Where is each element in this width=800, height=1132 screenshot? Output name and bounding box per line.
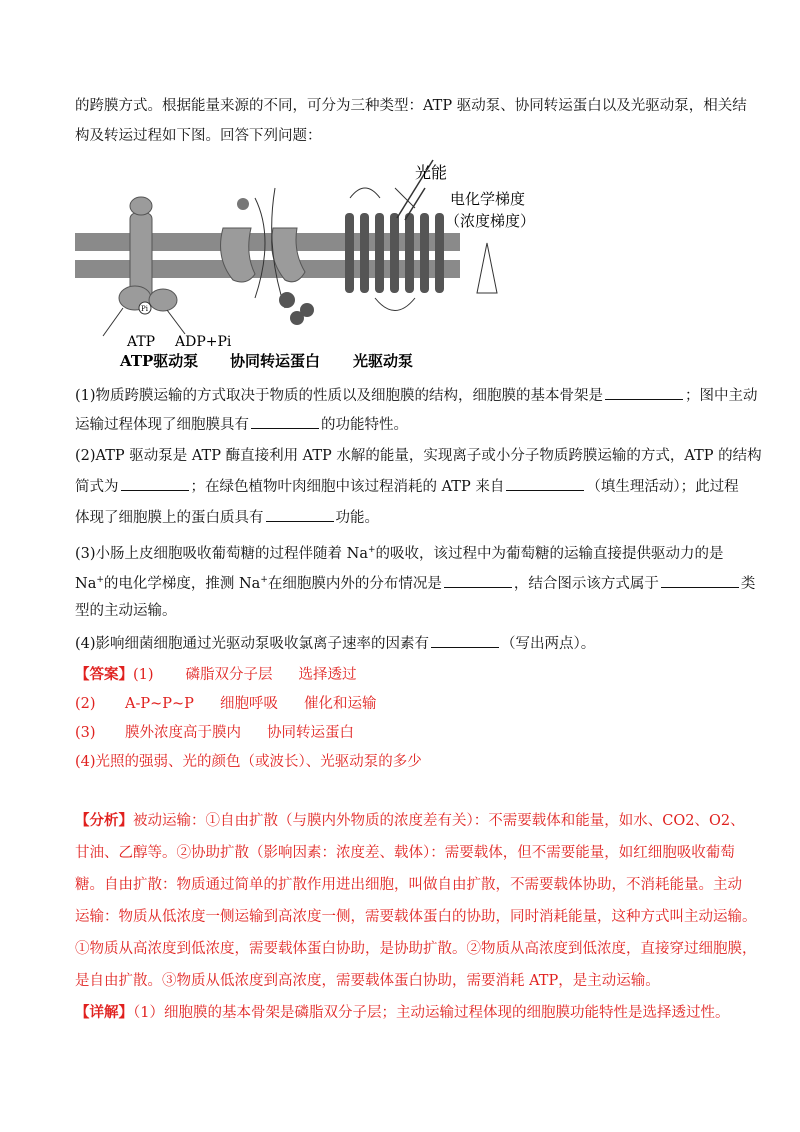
adp-label: ADP+Pi bbox=[175, 334, 232, 350]
question-4-line: (4)影响细菌细胞通过光驱动泵吸收氯离子速率的因素有 （写出两点）。 bbox=[75, 633, 595, 654]
question-2-line-1: (2)ATP 驱动泵是 ATP 酶直接利用 ATP 水解的能量，实现离子或小分子物质跨膜运输的方式，ATP 的结构 bbox=[75, 448, 762, 464]
answer-blank-6[interactable] bbox=[444, 573, 512, 588]
answer-row-3: (3) 膜外浓度高于膜内 协同转运蛋白 bbox=[75, 725, 354, 741]
question-3-line-1: (3)小肠上皮细胞吸收葡萄糖的过程伴随着 Na+的吸收，该过程中为葡萄糖的运输直接提供驱动力的是 bbox=[75, 545, 724, 562]
analysis-label: 【分析】 bbox=[75, 812, 133, 829]
gradient-label-2: （浓度梯度） bbox=[445, 212, 535, 230]
answer-blank-3[interactable] bbox=[121, 476, 189, 491]
question-1-line-1: (1)物质跨膜运输的方式取决于物质的性质以及细胞膜的结构，细胞膜的基本骨架是 ；图中主动 bbox=[75, 385, 758, 406]
analysis-line-2: 甘油、乙醇等。②协助扩散（影响因素：浓度差、载体）：需要载体，但不需要能量，如红细胞吸收葡萄 bbox=[75, 845, 735, 861]
answer-label: 【答案】 bbox=[75, 666, 133, 683]
answer-row-1: 【答案】(1) 磷脂双分子层 选择透过 bbox=[75, 666, 357, 683]
light-label: 光能 bbox=[415, 163, 448, 182]
atp-label: ATP bbox=[127, 334, 156, 350]
question-3-line-2: Na+的电化学梯度，推测 Na+在细胞膜内外的分布情况是 ，结合图示该方式属于 类 bbox=[75, 570, 755, 594]
answer-blank-8[interactable] bbox=[431, 633, 499, 648]
intro-line-2: 构及转运过程如下图。回答下列问题： bbox=[75, 128, 322, 144]
intro-line-1: 的跨膜方式。根据能量来源的不同，可分为三种类型：ATP 驱动泵、协同转运蛋白以及光驱动泵，相关结 bbox=[75, 98, 747, 114]
question-2-line-2: 简式为 ；在绿色植物叶肉细胞中该过程消耗的 ATP 来自 （填生理活动）；此过程 bbox=[75, 476, 739, 497]
caption-light-pump: 光驱动泵 bbox=[353, 352, 414, 370]
detail-label: 【详解】 bbox=[75, 1004, 133, 1021]
analysis-line-4: 运输：物质从低浓度一侧运输到高浓度一侧，需要载体蛋白的协助，同时消耗能量，这种方式叫主动运输。 bbox=[75, 909, 757, 925]
detail-line-1: 【详解】（1）细胞膜的基本骨架是磷脂双分子层；主动运输过程体现的细胞膜功能特性是选择透过性。 bbox=[75, 1004, 730, 1021]
membrane-transport-figure bbox=[75, 158, 535, 373]
cotransporter-shape bbox=[221, 188, 314, 325]
question-2-line-3: 体现了细胞膜上的蛋白质具有 功能。 bbox=[75, 507, 379, 528]
answer-blank-5[interactable] bbox=[266, 507, 334, 522]
question-1-line-2: 运输过程体现了细胞膜具有 的功能特性。 bbox=[75, 414, 408, 435]
answer-blank-2[interactable] bbox=[251, 414, 319, 429]
analysis-line-6: 是自由扩散。③物质从低浓度到高浓度，需要载体蛋白协助，需要消耗 ATP，是主动运输。 bbox=[75, 973, 660, 989]
answer-blank-7[interactable] bbox=[661, 573, 739, 588]
gradient-triangle bbox=[477, 243, 497, 293]
caption-cotransporter: 协同转运蛋白 bbox=[230, 352, 321, 370]
analysis-line-1: 【分析】被动运输：①自由扩散（与膜内外物质的浓度差有关）：不需要载体和能量，如水、CO2、O2、 bbox=[75, 812, 745, 829]
analysis-line-3: 糖。自由扩散：物质通过简单的扩散作用进出细胞，叫做自由扩散，不需要载体协助，不消耗能量。主动 bbox=[75, 877, 742, 893]
answer-blank-4[interactable] bbox=[506, 476, 584, 491]
analysis-line-5: ①物质从高浓度到低浓度，需要载体蛋白协助，是协助扩散。②物质从高浓度到低浓度，直接穿过细胞膜， bbox=[75, 941, 757, 957]
answer-blank-1[interactable] bbox=[605, 385, 683, 400]
question-3-line-3: 型的主动运输。 bbox=[75, 603, 177, 619]
answer-row-2: (2) A-P~P~P 细胞呼吸 催化和运输 bbox=[75, 696, 377, 712]
caption-atp-pump: ATP驱动泵 bbox=[120, 352, 199, 370]
answer-row-4: (4)光照的强弱、光的颜色（或波长）、光驱动泵的多少 bbox=[75, 754, 422, 770]
pi-label: Pi bbox=[141, 305, 148, 313]
gradient-label-1: 电化学梯度 bbox=[450, 190, 526, 208]
